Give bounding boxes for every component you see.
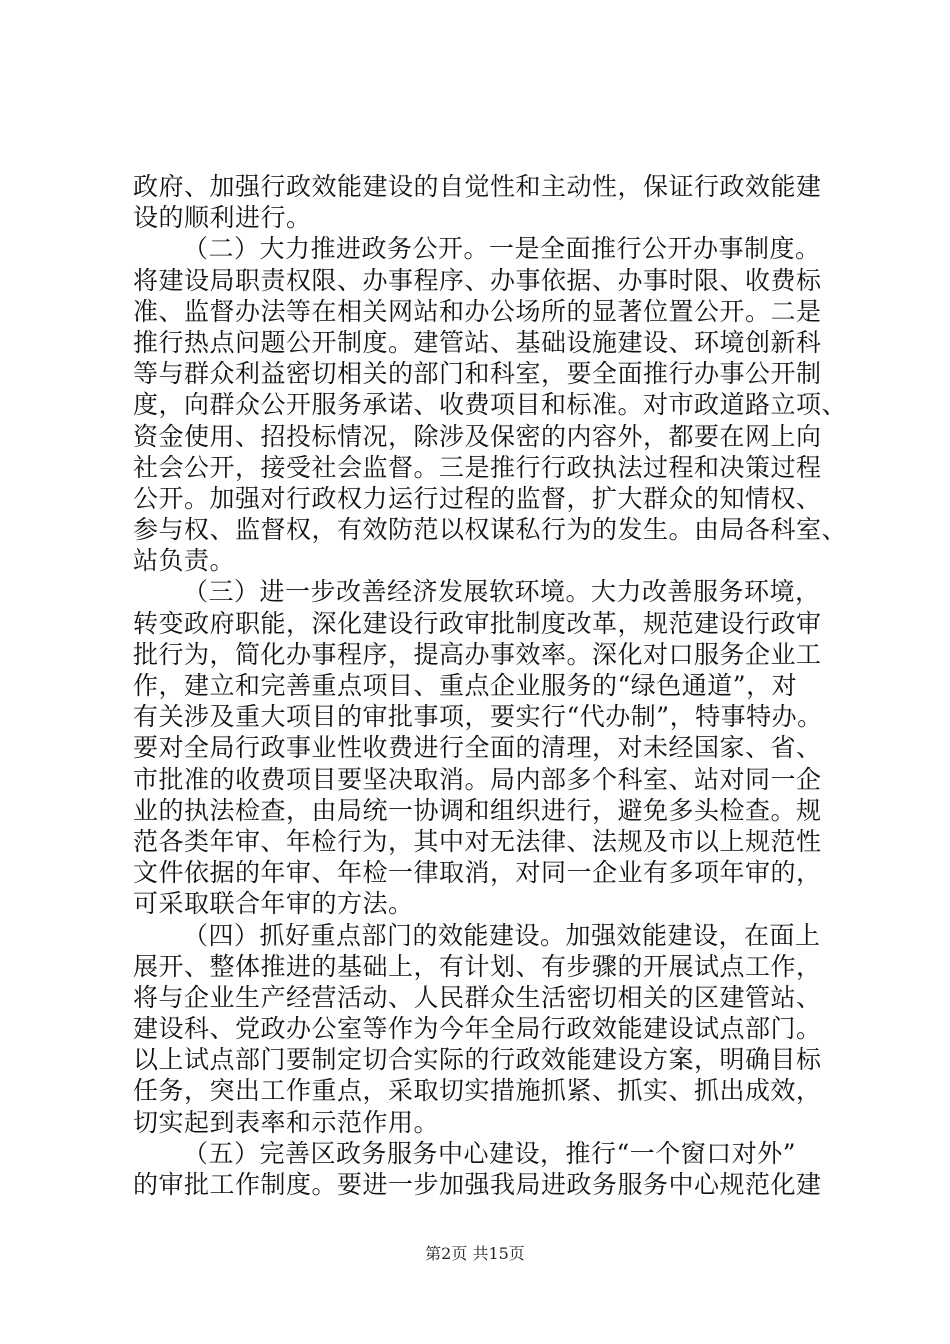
paragraph-first-line: （二）大力推进政务公开。一是全面推行公开办事制度。 — [183, 234, 821, 264]
text-line: 文件依据的年审、年检一律取消，对同一企业有多项年审的， — [133, 858, 822, 888]
text-line: 推行热点问题公开制度。建管站、基础设施建设、环境创新科 — [133, 327, 822, 357]
text-line: 设的顺利进行。 — [133, 203, 312, 233]
text-line: 范各类年审、年检行为，其中对无法律、法规及市以上规范性 — [133, 826, 822, 856]
paragraph-first-line: （五）完善区政务服务中心建设，推行“一个窗口对外” — [183, 1138, 797, 1168]
text-line: 展开、整体推进的基础上，有计划、有步骤的开展试点工作， — [133, 951, 822, 981]
text-line: 将与企业生产经营活动、人民群众生活密切相关的区建管站、 — [133, 982, 822, 1012]
text-line: 作，建立和完善重点项目、重点企业服务的“绿色通道”，对 — [133, 671, 798, 700]
text-line: 站负责。 — [133, 546, 236, 576]
text-line: 准、监督办法等在相关网站和办公场所的显著位置公开。二是 — [133, 296, 822, 326]
text-line: 要对全局行政事业性收费进行全面的清理，对未经国家、省、 — [133, 733, 822, 763]
text-line: 市批准的收费项目要坚决取消。局内部多个科室、站对同一企 — [133, 764, 822, 794]
text-line: 转变政府职能，深化建设行政审批制度改革，规范建设行政审 — [133, 608, 822, 638]
text-line: 等与群众利益密切相关的部门和科室，要全面推行办事公开制 — [133, 359, 822, 389]
text-line: 度，向群众公开服务承诺、收费项目和标准。对市政道路立项、 — [133, 390, 848, 420]
text-line: 任务，突出工作重点，采取切实措施抓紧、抓实、抓出成效， — [133, 1076, 822, 1106]
text-line: 资金使用、招投标情况，除涉及保密的内容外，都要在网上向 — [133, 421, 822, 451]
text-line: 有关涉及重大项目的审批事项，要实行“代办制”，特事特办。 — [133, 702, 823, 732]
paragraph-first-line: （三）进一步改善经济发展软环境。大力改善服务环境， — [183, 577, 821, 607]
text-line: 业的执法检查，由局统一协调和组织进行，避免多头检查。规 — [133, 795, 822, 825]
document-body — [133, 171, 848, 1200]
text-line: 以上试点部门要制定切合实际的行政效能建设方案，明确目标 — [133, 1045, 822, 1075]
text-line: 可采取联合年审的方法。 — [133, 889, 414, 919]
text-line: 政府、加强行政效能建设的自觉性和主动性，保证行政效能建 — [133, 172, 822, 201]
text-line: 将建设局职责权限、办事程序、办事依据、办事时限、收费标 — [133, 265, 822, 295]
text-line: 公开。加强对行政权力运行过程的监督，扩大群众的知情权、 — [133, 483, 822, 513]
page-footer: 第2页 共15页 — [425, 1244, 525, 1263]
paragraph-first-line: （四）抓好重点部门的效能建设。加强效能建设，在面上 — [183, 920, 821, 950]
text-line: 批行为，简化办事程序，提高办事效率。深化对口服务企业工 — [133, 639, 822, 669]
text-line: 建设科、党政办公室等作为今年全局行政效能建设试点部门。 — [133, 1014, 822, 1044]
text-line: 切实起到表率和示范作用。 — [133, 1107, 440, 1137]
text-line: 社会公开，接受社会监督。三是推行行政执法过程和决策过程 — [133, 452, 822, 482]
text-line: 参与权、监督权，有效防范以权谋私行为的发生。由局各科室、 — [133, 515, 848, 545]
text-line: 的审批工作制度。要进一步加强我局进政务服务中心规范化建 — [133, 1170, 822, 1199]
